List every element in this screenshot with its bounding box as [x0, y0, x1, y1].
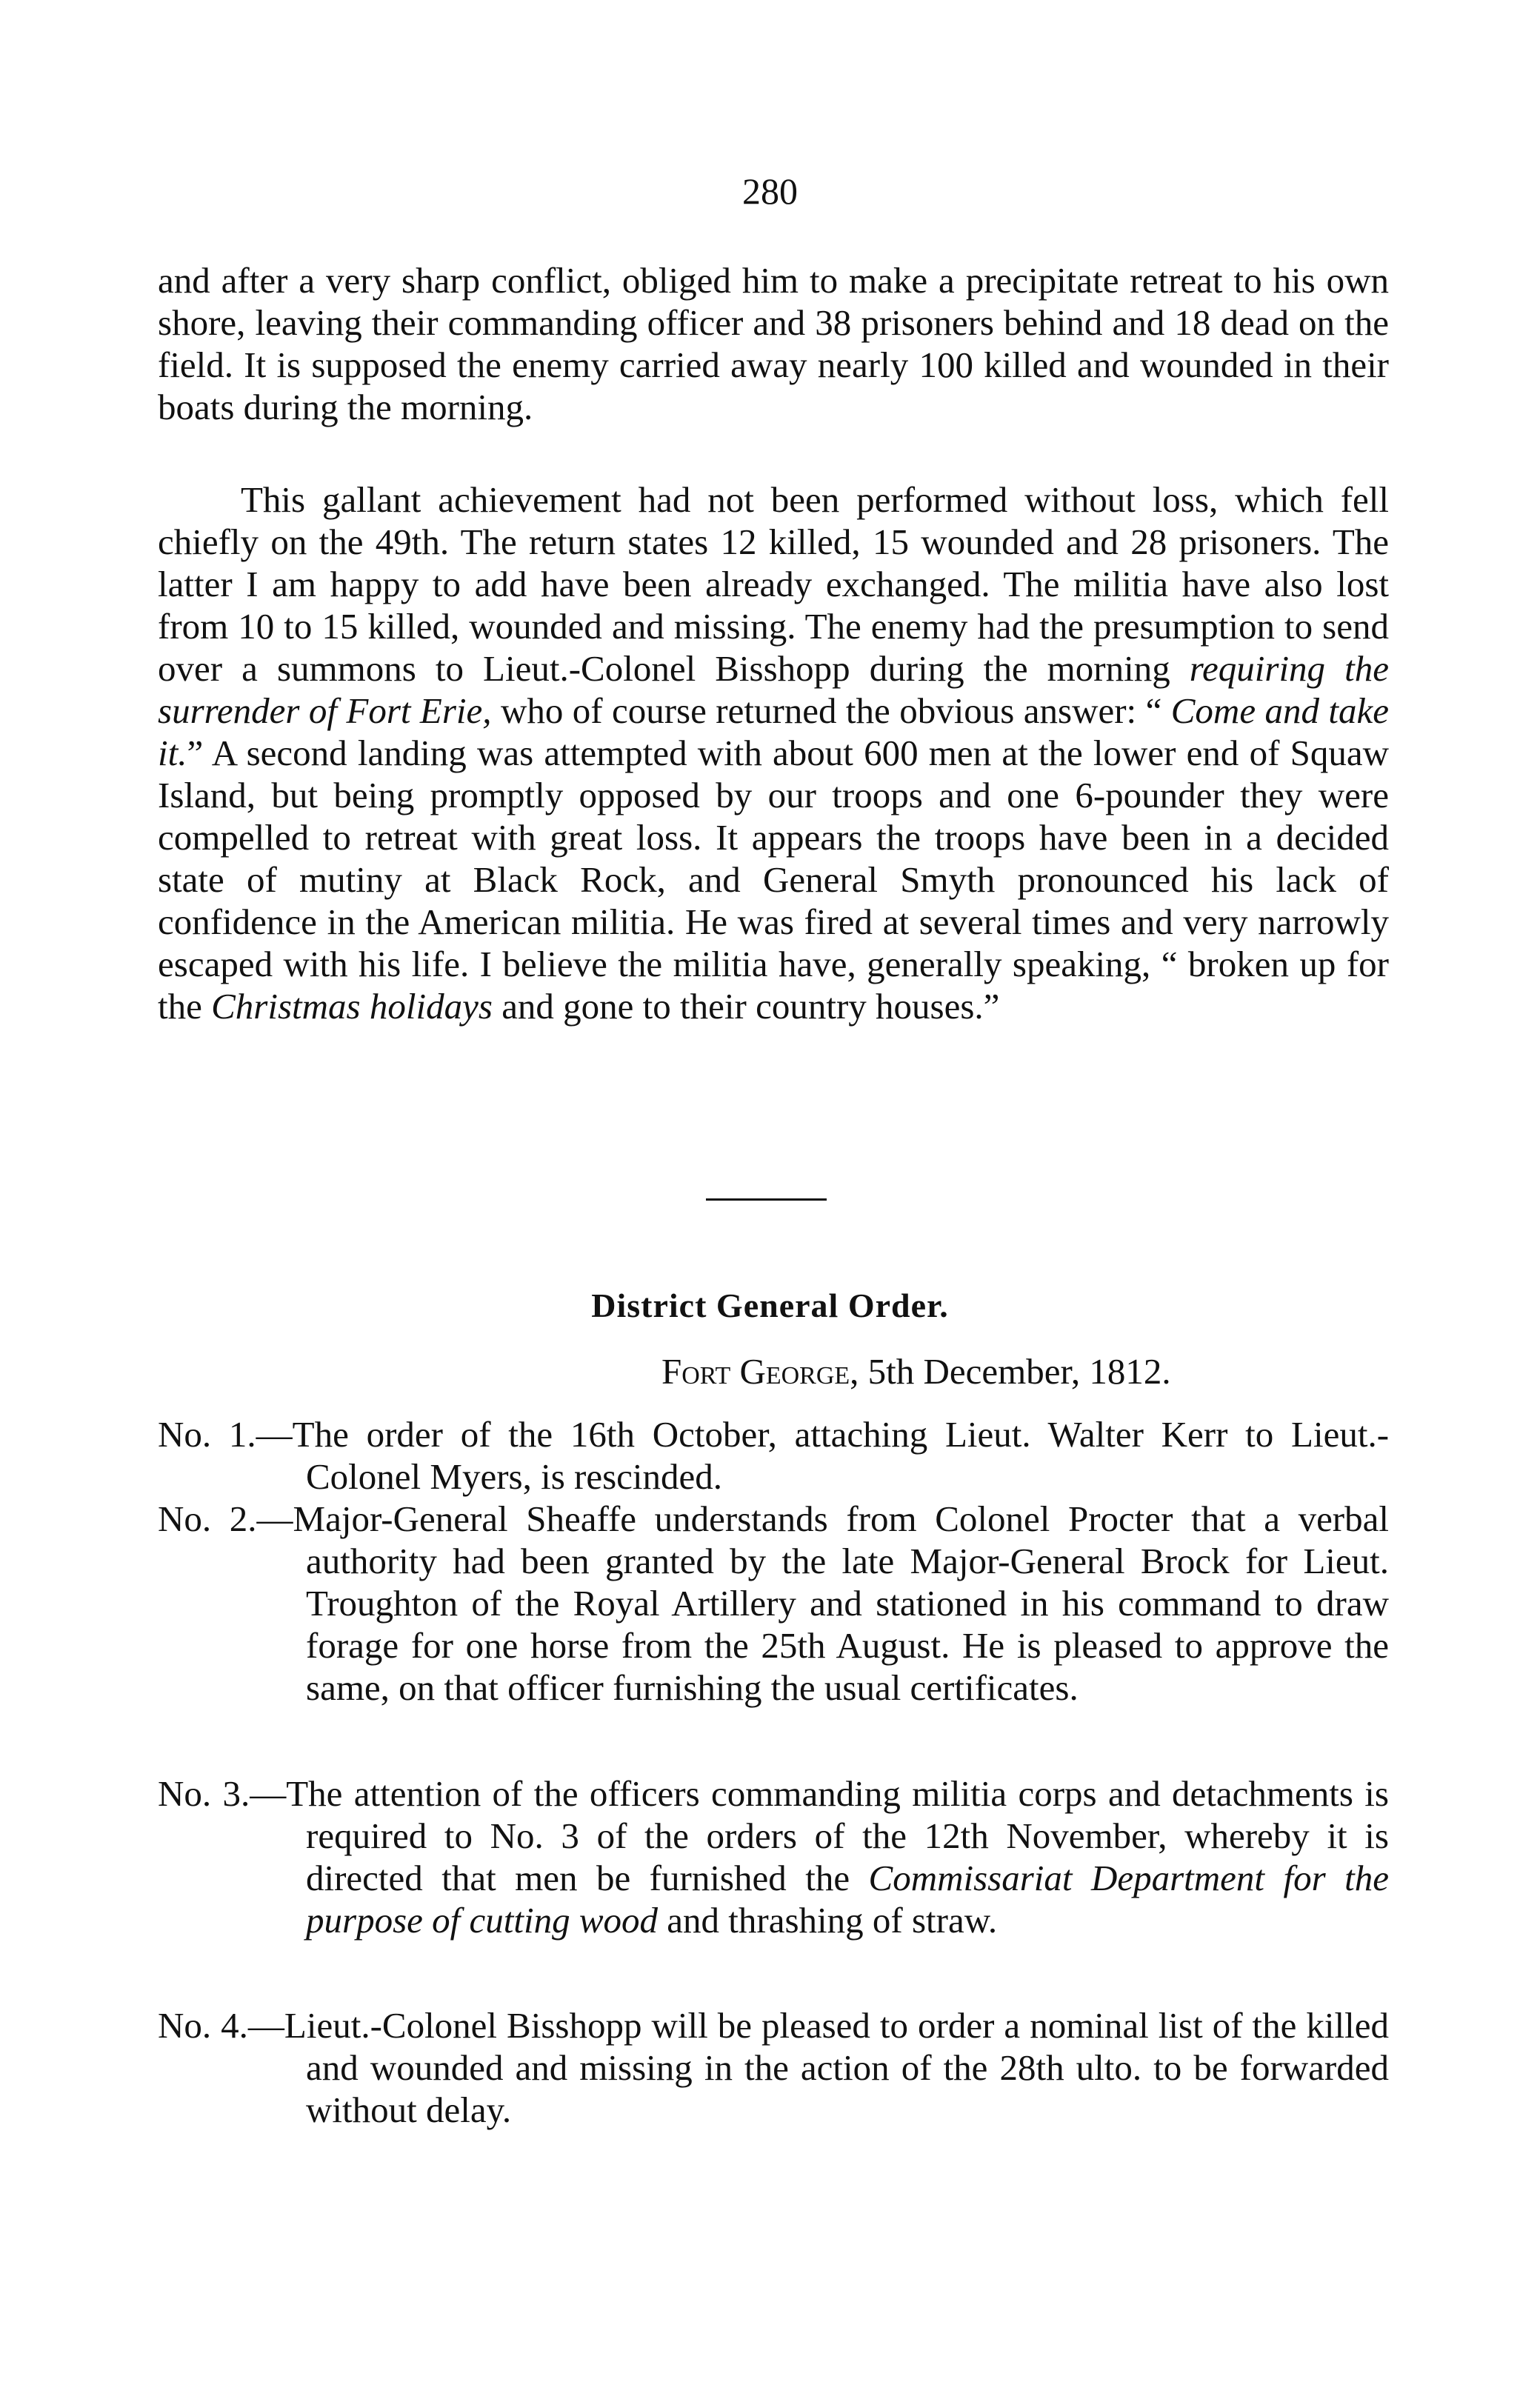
paragraph-2-italic-1: requiring the surrender of Fort Erie, [158, 648, 1389, 731]
paragraph-2 [158, 478, 1389, 1027]
paragraph-1 [158, 259, 1389, 428]
order-3-italic: Commissariat Department for the purpose of cutting wood [306, 1858, 1389, 1941]
order-item-1 [158, 1413, 1389, 1498]
section-divider [706, 1198, 827, 1201]
order-2-text: Major-General Sheaffe understands from Colonel Procter that a verbal authority had been granted by the late Major-General Brock for Lieut. Troughton of the Royal Artillery and stationed in his command to draw forage for one horse from the 25th August. He is pleased to approve the same, on that officer furnishing the usual certificates. [293, 1498, 1389, 1708]
section-heading: District General Order. [591, 1287, 949, 1324]
paragraph-2-italic-3: Christmas holidays [211, 986, 493, 1027]
paragraph-1-text: and after a very sharp conflict, obliged him to make a precipitate retreat to his own shore, leaving their commanding officer and 38 prisoners behind and 18 dead on the field. It is supposed the enemy carried away nearly 100 killed and wounded in their boats during the morning. [158, 260, 1389, 427]
order-3-text: The attention of the officers commanding militia corps and detachments is required to No. 3 of the orders of the 12th November, whereby it is directed that men be furnished the [286, 1773, 1389, 1898]
paragraph-2-part-4: and gone to their country houses.” [492, 986, 1000, 1027]
order-item-4 [158, 2004, 1389, 2131]
dateline [661, 1350, 1171, 1393]
order-item-3 [158, 1772, 1389, 1941]
dateline-date: , 5th December, 1812. [850, 1351, 1171, 1392]
order-3-label: No. 3.— [158, 1773, 287, 1814]
order-1-label: No. 1.— [158, 1414, 293, 1455]
order-2-label: No. 2.— [158, 1498, 293, 1539]
paragraph-2-italic-2: Come and take it. [158, 690, 1389, 773]
dateline-place: Fort George [661, 1351, 850, 1392]
order-1-text: The order of the 16th October, attaching Lieut. Walter Kerr to Lieut.-Colonel Myers, is rescinded. [292, 1414, 1390, 1497]
paragraph-2-part-2: who of course returned the obvious answer: “ [491, 690, 1171, 731]
paragraph-2-part-3: ” A second landing was attempted with about 600 men at the lower end of Squaw Island, but being promptly opposed by our troops and one 6-pounder they were compelled to retreat with great loss. It appears the troops have been in a decided state of mutiny at Black Rock, and General Smyth pronounced his lack of confidence in the American militia. He was fired at several times and very narrowly escaped with his life. I believe the militia have, generally speaking, “ broken up for the [158, 733, 1389, 1027]
order-4-label: No. 4.— [158, 2005, 284, 2046]
paragraph-2-text [158, 478, 1389, 1027]
order-3-text-end: and thrashing of straw. [658, 1900, 998, 1941]
paragraph-2-part-1: This gallant achievement had not been performed without loss, which fell chiefly on the 49th. The return states 12 killed, 15 wounded and 28 prisoners. The latter I am happy to add have been already exchanged. The militia have also lost from 10 to 15 killed, wounded and missing. The enemy had the presumption to send over a summons to Lieut.-Colonel Bisshopp during the morning [158, 479, 1389, 689]
page-number: 280 [742, 170, 798, 212]
order-item-2 [158, 1498, 1389, 1709]
order-4-text: Lieut.-Colonel Bisshopp will be pleased to order a nominal list of the killed and wounded and missing in the action of the 28th ulto. to be forwarded without delay. [284, 2005, 1389, 2130]
